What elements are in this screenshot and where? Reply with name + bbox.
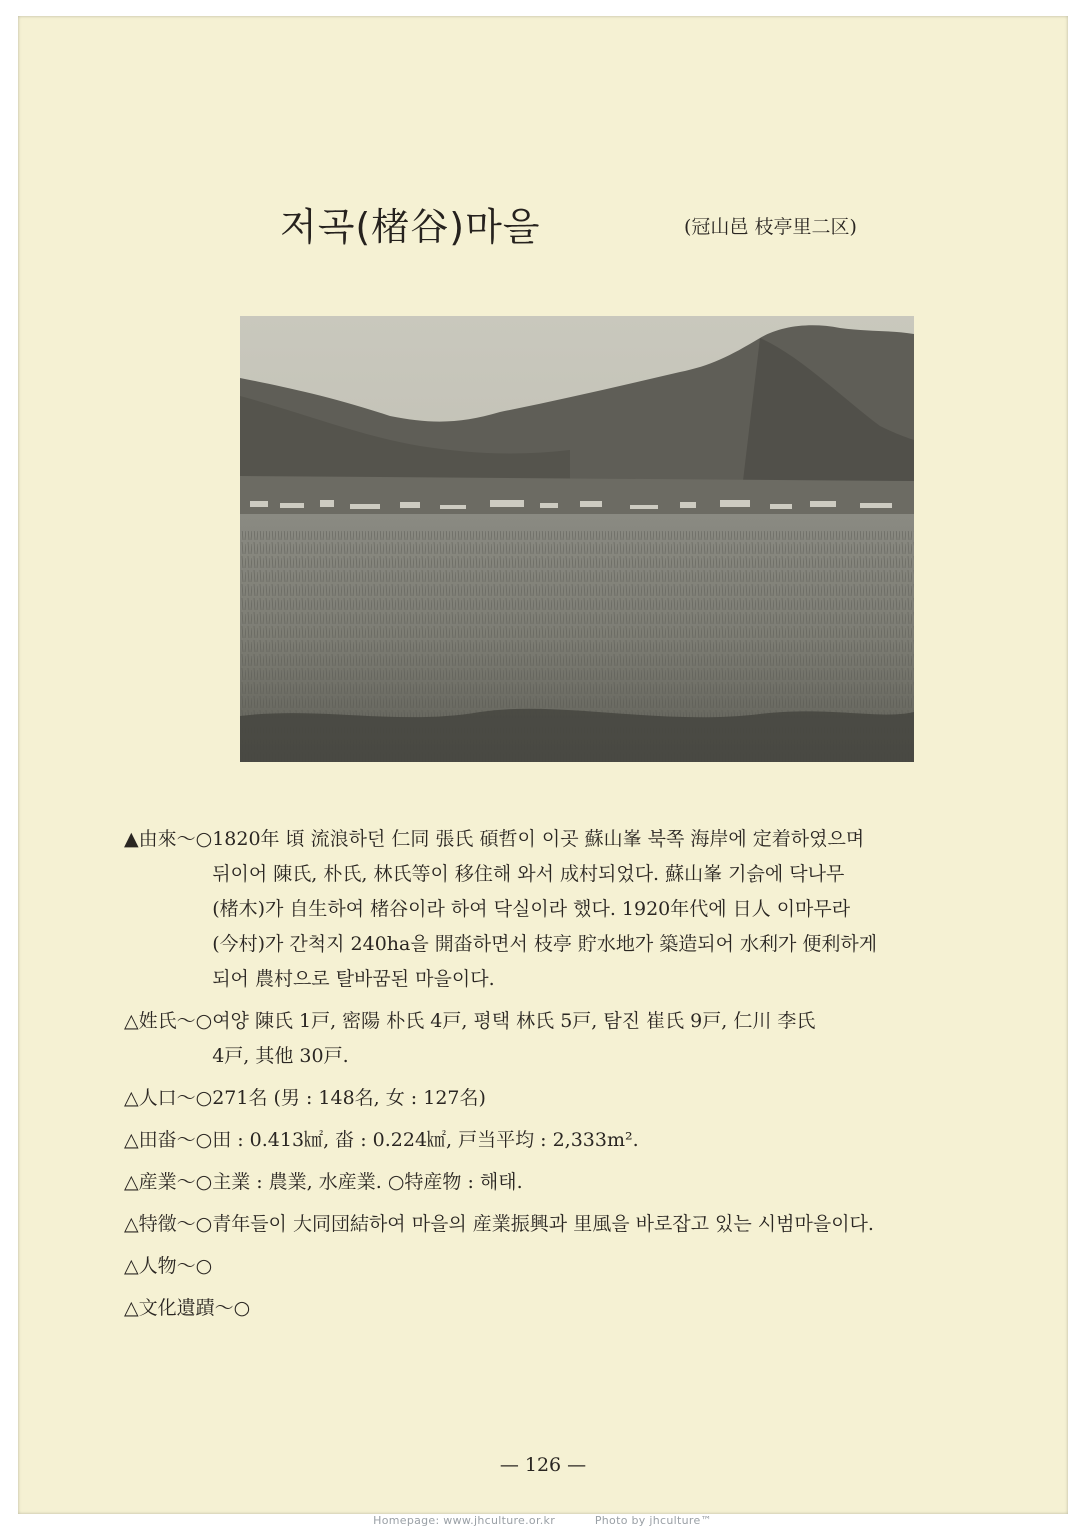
entry-label-population: △人口～○ xyxy=(124,1087,213,1109)
entry-industry xyxy=(124,1165,1034,1200)
footer-homepage: Homepage: www.jhculture.or.kr xyxy=(373,1514,556,1527)
entry-population xyxy=(124,1081,1034,1116)
entry-farmland xyxy=(124,1123,1034,1158)
page-number: — 126 — xyxy=(499,1454,587,1476)
entry-label-origin: ▲由來～○ xyxy=(124,828,213,850)
entry-body-origin xyxy=(212,822,1034,997)
photo-village-rice-field-icon xyxy=(240,316,914,762)
entry-line: (今村)가 간척지 240ha을 開畓하면서 枝亭 貯水地가 築造되어 水利가 便利하게 xyxy=(212,933,878,955)
document-page xyxy=(18,16,1068,1514)
entry-body-population xyxy=(212,1081,1034,1116)
footer-photo-credit: Photo by jhculture™ xyxy=(594,1514,712,1527)
entry-body-farmland xyxy=(212,1123,1034,1158)
entry-body-industry xyxy=(212,1165,1034,1200)
entry-line: 여양 陳氏 1戸, 密陽 朴氏 4戸, 평택 林氏 5戸, 탐진 崔氏 9戸, 仁川 李氏 xyxy=(212,1010,816,1032)
village-photo xyxy=(240,316,914,762)
entry-line: 1820年 頃 流浪하던 仁同 張氏 碩哲이 이곳 蘇山峯 북쪽 海岸에 定着하였으며 xyxy=(212,828,865,850)
entry-line: 되어 農村으로 탈바꿈된 마을이다. xyxy=(212,968,495,990)
entry-body-features xyxy=(212,1207,1034,1242)
entry-line: 271名 (男 : 148名, 女 : 127名) xyxy=(212,1087,486,1109)
entry-label-industry: △産業～○ xyxy=(124,1171,213,1193)
entry-features xyxy=(124,1207,1034,1242)
entry-label-surnames: △姓氏～○ xyxy=(124,1010,213,1032)
page-title: 저곡(楮谷)마을 xyxy=(280,205,541,249)
entry-line: 青年들이 大同団結하여 마을의 産業振興과 里風을 바로잡고 있는 시범마을이다. xyxy=(212,1213,874,1235)
entry-surnames xyxy=(124,1004,1034,1074)
entry-body-surnames xyxy=(212,1004,1034,1074)
entry-label-farmland: △田畓～○ xyxy=(124,1129,213,1151)
entry-label-people: △人物～○ xyxy=(124,1255,213,1277)
entry-line: 뒤이어 陳氏, 朴氏, 林氏等이 移住해 와서 成村되었다. 蘇山峯 기슭에 닥나무 xyxy=(212,863,845,885)
entry-line: (楮木)가 自生하여 楮谷이라 하여 닥실이라 했다. 1920年代에 日人 이마무라 xyxy=(212,898,851,920)
entry-label-heritage: △文化遺蹟～○ xyxy=(124,1297,251,1319)
entry-line: 主業 : 農業, 水産業. ○特産物 : 해태. xyxy=(212,1171,523,1193)
village-info-list xyxy=(124,822,1034,1333)
entry-people xyxy=(124,1249,1034,1284)
entry-line: 田 : 0.413㎢, 畓 : 0.224㎢, 戸当平均 : 2,333m². xyxy=(212,1129,639,1151)
location-subtitle: (冠山邑 枝亭里二区) xyxy=(684,216,857,238)
entry-origin xyxy=(124,822,1034,997)
entry-heritage xyxy=(124,1291,1034,1326)
entry-line: 4戸, 其他 30戸. xyxy=(212,1045,349,1067)
entry-label-features: △特徵～○ xyxy=(124,1213,213,1235)
footer-credits xyxy=(0,1514,1085,1527)
